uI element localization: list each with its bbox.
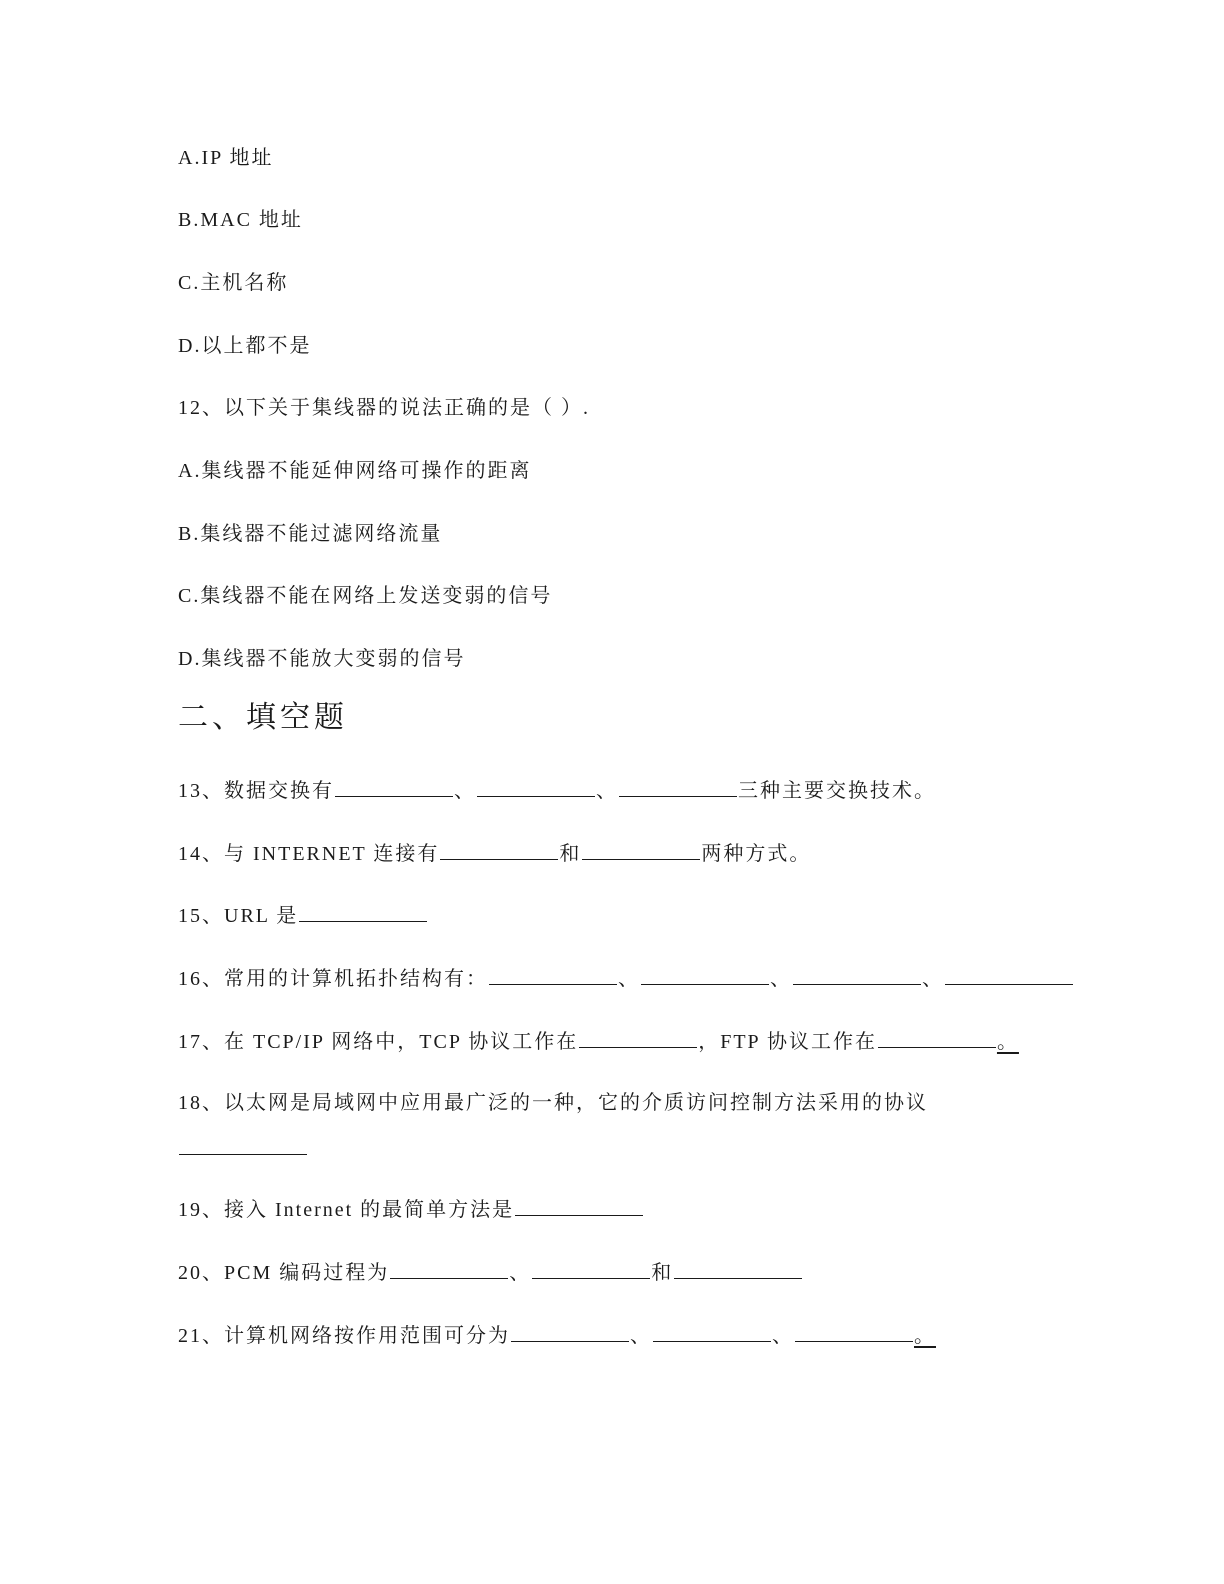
answer-blank[interactable] [641,964,769,985]
q16-text: 16、常用的计算机拓扑结构有： [178,968,488,990]
q12-stem: 12、以下关于集线器的说法正确的是（ ）. [178,397,590,419]
q16 [178,964,1074,993]
q13-text: 13、数据交换有 [178,780,334,802]
answer-blank[interactable] [582,839,700,860]
q11-option-b: B.MAC 地址 [178,209,303,231]
q18-blank-line [178,1134,308,1163]
answer-blank[interactable] [489,964,617,985]
answer-blank[interactable] [653,1321,771,1342]
q13-tail: 三种主要交换技术。 [738,780,936,802]
answer-blank[interactable] [945,964,1073,985]
q16-sep2: 、 [770,968,792,990]
answer-blank[interactable] [299,901,427,922]
q12-option-a: A.集线器不能延伸网络可操作的距离 [178,460,532,482]
q17-text: 17、在 TCP/IP 网络中，TCP 协议工作在 [178,1031,579,1053]
answer-blank[interactable] [335,776,453,797]
q13 [178,776,936,805]
q12-option-b: B.集线器不能过滤网络流量 [178,523,443,545]
q12-option-c: C.集线器不能在网络上发送变弱的信号 [178,585,553,607]
q17-tail: 。 [996,1031,1019,1053]
answer-blank[interactable] [579,1027,697,1048]
q20-sep1: 、 [509,1262,532,1284]
q21-text: 21、计算机网络按作用范围可分为 [178,1325,510,1347]
q14-tail: 两种方式。 [701,843,812,865]
q12-option-d: D.集线器不能放大变弱的信号 [178,648,466,670]
q21-sep2: 、 [772,1325,794,1347]
q17-mid: ，FTP 协议工作在 [698,1031,877,1053]
answer-blank[interactable] [477,776,595,797]
q14 [178,839,811,868]
q21 [178,1321,936,1350]
q18 [178,1089,928,1117]
q20-text: 20、PCM 编码过程为 [178,1262,390,1284]
q11-option-d: D.以上都不是 [178,335,312,357]
answer-blank[interactable] [795,1321,913,1342]
q16-sep3: 、 [922,968,944,990]
q11-option-c: C.主机名称 [178,272,289,294]
q13-sep1: 、 [454,780,476,802]
q19 [178,1195,644,1224]
section-heading-fill-in: 二、填空题 [178,701,348,734]
q15-text: 15、URL 是 [178,905,299,927]
answer-blank[interactable] [674,1258,802,1279]
q14-text: 14、与 INTERNET 连接有 [178,843,440,865]
q19-text: 19、接入 Internet 的最简单方法是 [178,1199,515,1221]
q13-sep2: 、 [596,780,618,802]
answer-blank[interactable] [532,1258,650,1279]
answer-blank[interactable] [793,964,921,985]
answer-blank[interactable] [440,839,558,860]
answer-blank[interactable] [515,1195,643,1216]
q18-text: 18、以太网是局域网中应用最广泛的一种，它的介质访问控制方法采用的协议 [178,1092,928,1114]
answer-blank[interactable] [179,1134,307,1155]
q14-sep: 和 [559,843,582,865]
q21-sep1: 、 [630,1325,652,1347]
q20 [178,1258,803,1287]
q15 [178,901,428,930]
q16-sep1: 、 [618,968,640,990]
answer-blank[interactable] [511,1321,629,1342]
answer-blank[interactable] [390,1258,508,1279]
answer-blank[interactable] [619,776,737,797]
q20-sep2: 和 [651,1262,674,1284]
q21-tail: 。 [914,1325,936,1347]
q17 [178,1027,1019,1056]
q11-option-a: A.IP 地址 [178,147,274,169]
answer-blank[interactable] [878,1027,996,1048]
